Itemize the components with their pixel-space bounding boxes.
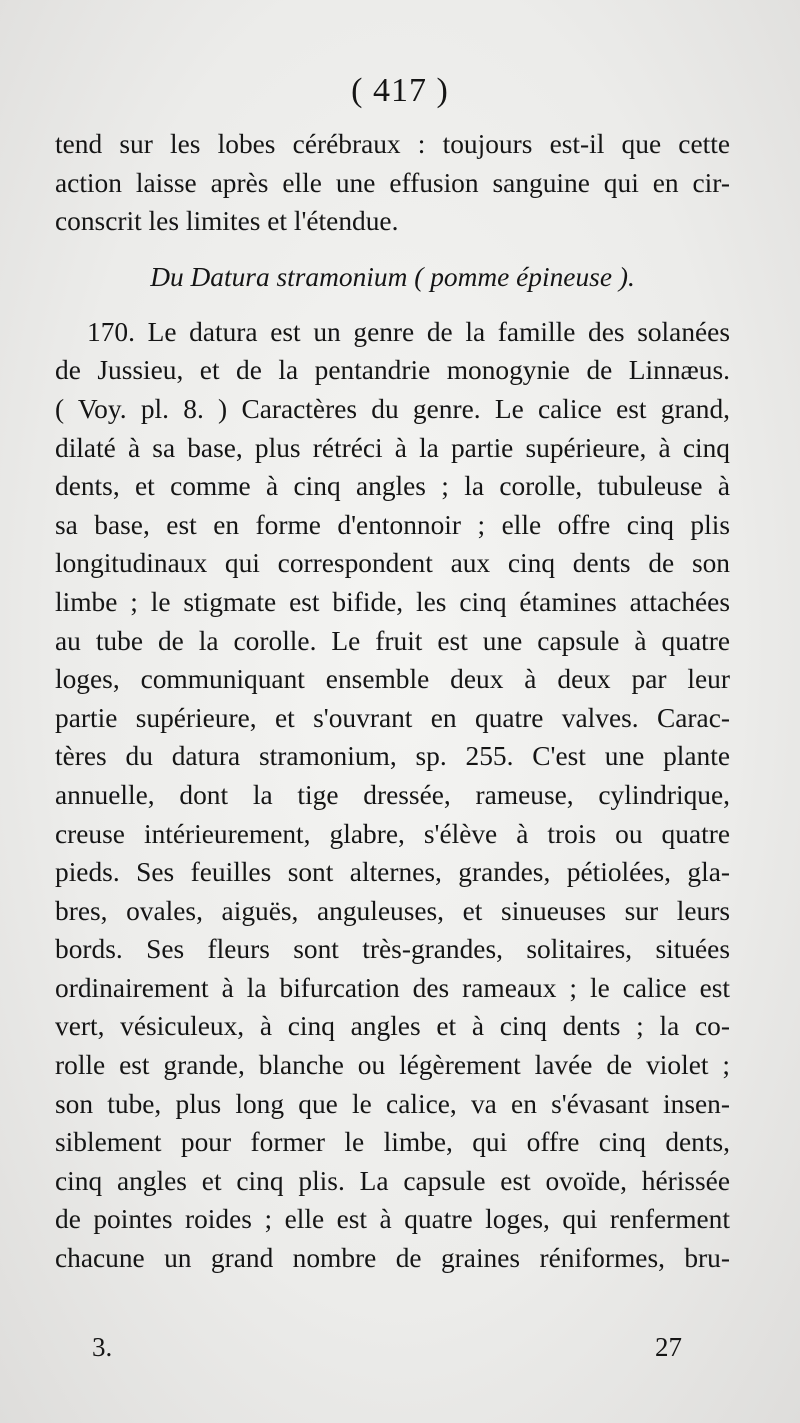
text-line: creuse intérieurement, glabre, s'élève à trois ou quatre <box>55 818 730 849</box>
body-text <box>55 125 730 1278</box>
text-line: rolle est grande, blanche ou légèrement lavée de violet ; <box>55 1050 730 1081</box>
text-line: son tube, plus long que le calice, va en s'évasant insen- <box>55 1088 730 1119</box>
text-line: bords. Ses fleurs sont très-grandes, solitaires, situées <box>55 934 730 965</box>
text-line: de pointes roides ; elle est à quatre loges, qui renferment <box>55 1204 730 1235</box>
text-line: conscrit les limites et l'étendue. <box>55 206 399 237</box>
text-line: bres, ovales, aiguës, anguleuses, et sinueuses sur leurs <box>55 895 730 926</box>
text-line: cinq angles et cinq plis. La capsule est ovoïde, hérissée <box>55 1165 730 1196</box>
section-heading-text: Du Datura stramonium ( pomme épineuse ). <box>150 261 635 292</box>
text-line: dents, et comme à cinq angles ; la corolle, tubuleuse à <box>55 471 730 502</box>
text-line: annuelle, dont la tige dressée, rameuse, cylindrique, <box>55 779 730 810</box>
text-line: de Jussieu, et de la pentandrie monogynie de Linnæus. <box>55 355 730 386</box>
section-heading <box>55 241 730 313</box>
text-line: ordinairement à la bifurcation des rameaux ; le calice est <box>55 972 730 1003</box>
text-line: action laisse après elle une effusion sanguine qui en cir- <box>55 167 730 198</box>
text-line: vert, vésiculeux, à cinq angles et à cinq dents ; la co- <box>55 1011 730 1042</box>
text-line: longitudinaux qui correspondent aux cinq dents de son <box>55 548 730 579</box>
text-line: loges, communiquant ensemble deux à deux par leur <box>55 664 730 695</box>
text-line: partie supérieure, et s'ouvrant en quatre valves. Carac- <box>55 702 730 733</box>
folio-number: 27 <box>655 1332 682 1362</box>
text-line: siblement pour former le limbe, qui offre cinq dents, <box>55 1127 730 1158</box>
text-line: limbe ; le stigmate est bifide, les cinq étamines attachées <box>55 586 730 617</box>
text-line: tend sur les lobes cérébraux : toujours est-il que cette <box>55 129 730 159</box>
text-line: ( Voy. pl. 8. ) Caractères du genre. Le calice est grand, <box>55 393 730 424</box>
signature-mark: 3. <box>92 1332 113 1362</box>
page-number: ( 417 ) <box>351 72 449 109</box>
text-line: dilaté à sa base, plus rétréci à la partie supérieure, à cinq <box>55 432 730 463</box>
text-line: 170. Le datura est un genre de la famille des solanées <box>87 316 730 347</box>
text-line: sa base, est en forme d'entonnoir ; elle offre cinq plis <box>55 509 730 540</box>
text-line: pieds. Ses feuilles sont alternes, grandes, pétiolées, gla- <box>55 857 730 888</box>
text-line: au tube de la corolle. Le fruit est une capsule à quatre <box>55 625 730 656</box>
text-line: tères du datura stramonium, sp. 255. C'est une plante <box>55 741 730 772</box>
text-line: chacune un grand nombre de graines réniformes, bru- <box>55 1243 730 1274</box>
